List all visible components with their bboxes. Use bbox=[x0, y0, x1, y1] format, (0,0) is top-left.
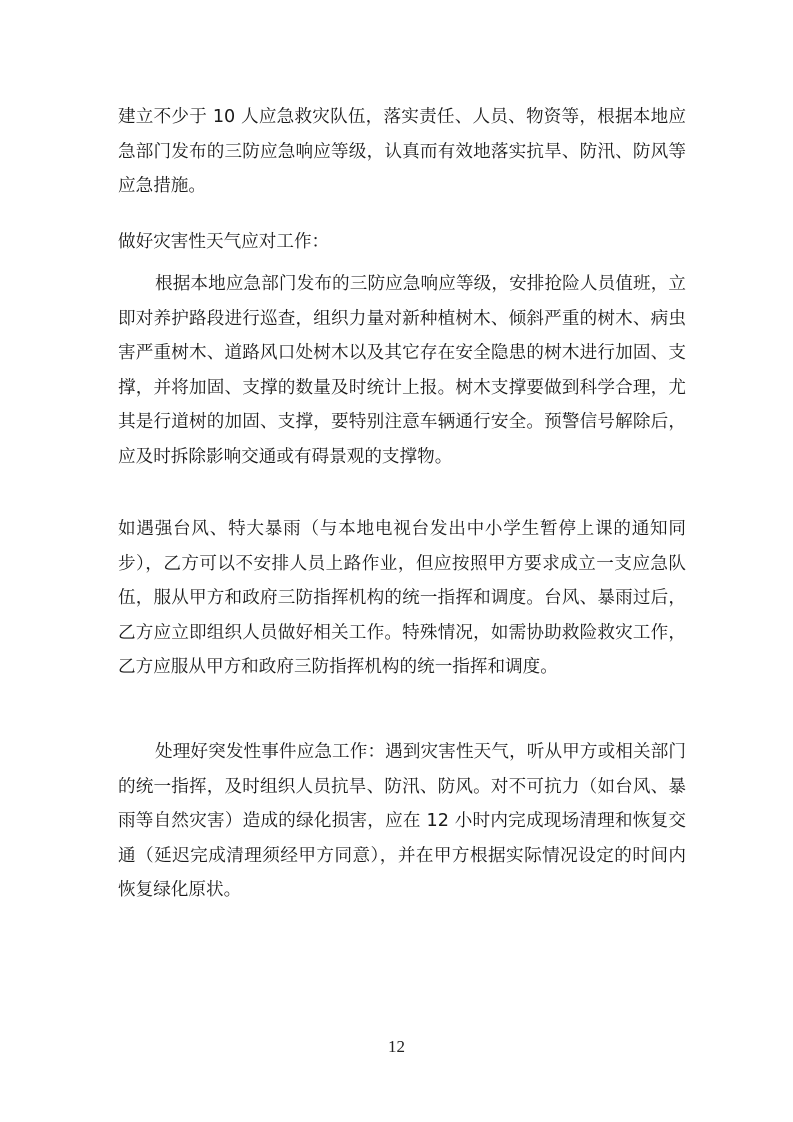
paragraph-typhoon-rainstorm: 如遇强台风、特大暴雨（与本地电视台发出中小学生暂停上课的通知同步），乙方可以不安排人员上路作业，但应按照甲方要求成立一支应急队伍，服从甲方和政府三防指挥机构的统一指挥和调度。台风、暴雨过后，乙方应立即组织人员做好相关工作。特殊情况，如需协助救险救灾工作，乙方应服从甲方和政府三防指挥机构的统一指挥和调度。 bbox=[118, 519, 686, 677]
paragraph-weather-heading: 做好灾害性天气应对工作： bbox=[118, 232, 330, 252]
page-number: 12 bbox=[388, 1037, 405, 1056]
paragraph-emergency-team: 建立不少于 10 人应急救灾队伍，落实责任、人员、物资等，根据本地应急部门发布的三防应急响应等级，认真而有效地落实抗旱、防汛、防风等应急措施。 bbox=[118, 107, 686, 196]
paragraph-tree-reinforcement: 根据本地应急部门发布的三防应急响应等级，安排抢险人员值班，立即对养护路段进行巡查，组织力量对新种植树木、倾斜严重的树木、病虫害严重树木、道路风口处树木以及其它存在安全隐患的树木进行加固、支撑，并将加固、支撑的数量及时统计上报。树木支撑要做到科学合理，尤其是行道树的加固、支撑，要特别注意车辆通行安全。预警信号解除后，应及时拆除影响交通或有碍景观的支撑物。 bbox=[118, 274, 686, 467]
paragraph-sudden-events: 处理好突发性事件应急工作：遇到灾害性天气，听从甲方或相关部门的统一指挥，及时组织人员抗旱、防汛、防风。对不可抗力（如台风、暴雨等自然灾害）造成的绿化损害，应在 12 小时内完成现场清理和恢复交通（延迟完成清理须经甲方同意），并在甲方根据实际情况设定的时间内恢复绿化原状。 bbox=[118, 742, 686, 900]
